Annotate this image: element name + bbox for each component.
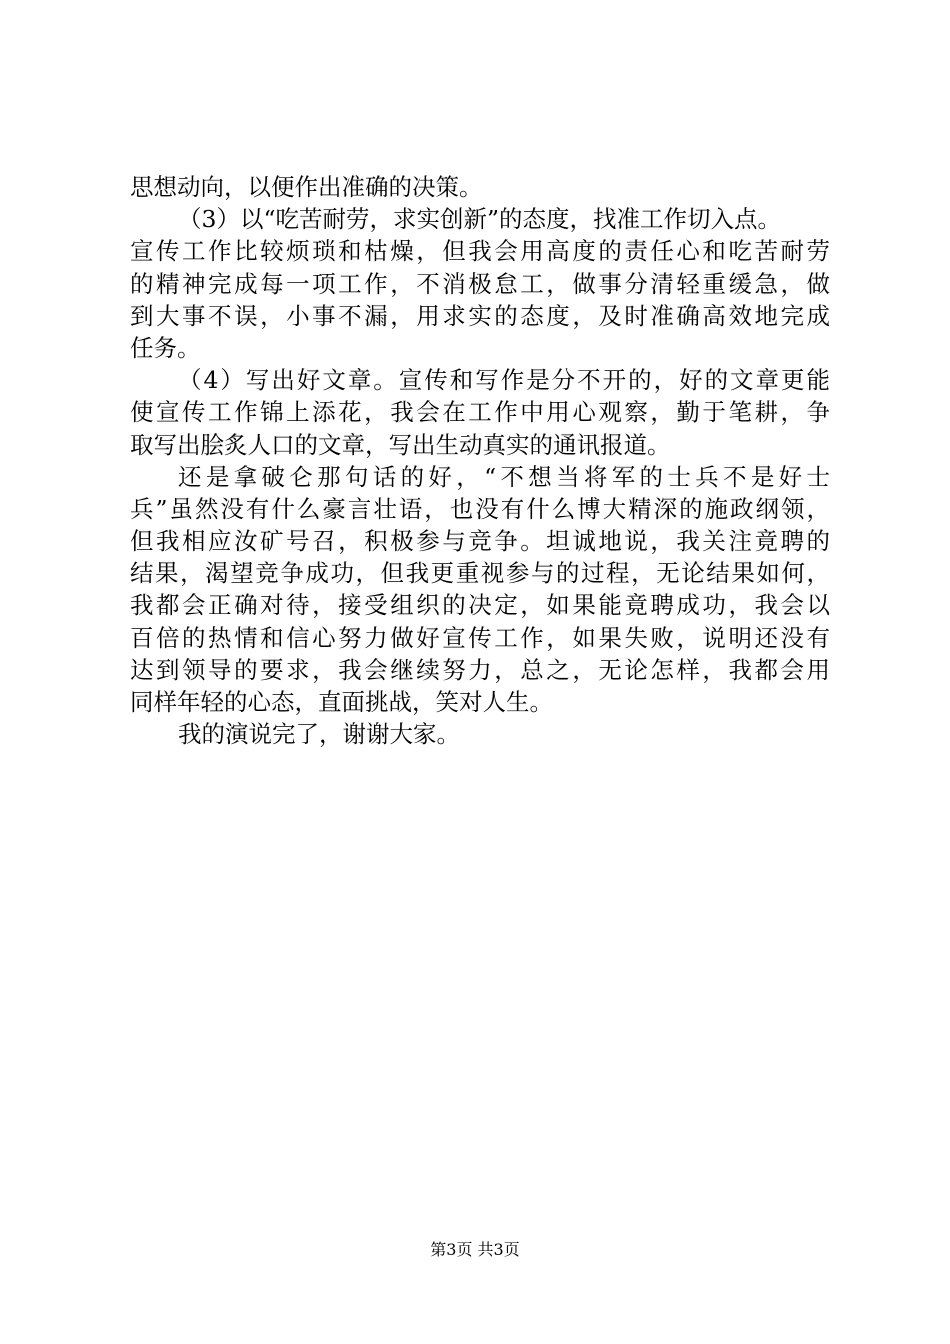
- text-line: 兵”虽然没有什么豪言壮语，也没有什么博大精深的施政纲领，: [130, 494, 830, 523]
- text-line: 使宣传工作锦上添花，我会在工作中用心观察，勤于笔耕，争: [130, 398, 830, 427]
- text-line: 同样年轻的心态，直面挑战，笑对人生。: [130, 688, 553, 716]
- text-line: 到大事不误，小事不漏，用求实的态度，及时准确高效地完成: [130, 301, 830, 330]
- text-line: 我的演说完了，谢谢大家。: [178, 720, 460, 749]
- text-line: 但我相应汝矿号召，积极参与竞争。坦诚地说，我关注竟聘的: [130, 527, 830, 556]
- text-line: 的精神完成每一项工作，不消极怠工，做事分清轻重缓急，做: [130, 269, 830, 298]
- text-line: 思想动向，以便作出准确的决策。: [130, 173, 483, 201]
- page-number-footer: 第3页 共3页: [430, 1240, 520, 1259]
- text-line: 结果，渴望竞争成功，但我更重视参与的过程，无论结果如何，: [130, 559, 830, 588]
- text-line: 百倍的热情和信心努力做好宣传工作，如果失败，说明还没有: [130, 623, 830, 652]
- text-line: 取写出脍炙人口的文章，写出生动真实的通讯报道。: [130, 430, 671, 459]
- text-line: 我都会正确对待，接受组织的决定，如果能竟聘成功，我会以: [130, 591, 830, 620]
- document-body: [130, 171, 830, 750]
- text-line: （4）写出好文章。宣传和写作是分不开的，好的文章更能: [178, 366, 830, 395]
- text-line: 还是拿破仑那句话的好，“不想当将军的士兵不是好士: [178, 462, 830, 491]
- text-line: 达到领导的要求，我会继续努力，总之，无论怎样，我都会用: [130, 655, 830, 684]
- text-line: （3）以“吃苦耐劳，求实创新”的态度，找准工作切入点。: [178, 205, 781, 234]
- text-line: 任务。: [130, 333, 201, 362]
- text-line: 宣传工作比较烦琐和枯燥，但我会用高度的责任心和吃苦耐劳: [130, 237, 830, 266]
